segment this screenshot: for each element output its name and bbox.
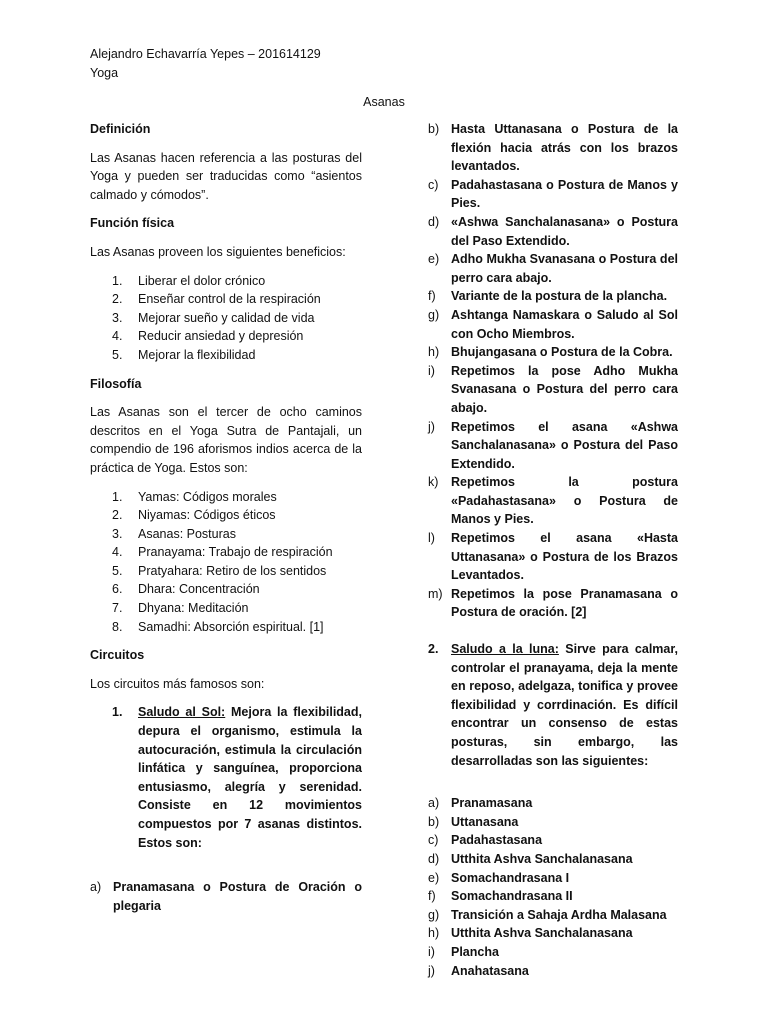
list-item: 6. Dhara: Concentración xyxy=(112,582,260,597)
sol-poses-list xyxy=(90,878,362,915)
list-item: c) Padahastasana xyxy=(428,833,543,848)
list-item: h) Bhujangasana o Postura de la Cobra. xyxy=(428,345,673,360)
author-line: Alejandro Echavarría Yepes – 201614129 xyxy=(90,47,321,61)
list-item: l) Repetimos el asana «Hasta Uttanasana» o Postura de los Brazos Levantados. xyxy=(428,531,678,583)
list-item: e) Somachandrasana I xyxy=(428,870,570,885)
page-title: Asanas xyxy=(363,95,405,109)
circuit-name: Saludo al Sol: xyxy=(138,705,226,720)
paths-list xyxy=(90,488,362,637)
course-line: Yoga xyxy=(90,65,119,80)
funcion-heading: Función física xyxy=(90,216,175,231)
list-item: g) Transición a Sahaja Ardha Malasana xyxy=(428,907,667,922)
circuit-description: Sirve para calmar, controlar el pranayama, deja la mente en reposo, adelgaza, tonifica y provee flexibilidad y corrdinación. Es difícil encontrar un consenso de estas posturas, sin embargo, las desarrolladas son las siguientes: xyxy=(451,642,678,768)
list-item: j) Anahatasana xyxy=(428,963,529,978)
list-item: m) Repetimos la pose Pranamasana o Postura de oración. [2] xyxy=(428,586,678,620)
document-header xyxy=(90,45,321,82)
list-item: d) «Ashwa Sanchalanasana» o Postura del Paso Extendido. xyxy=(428,214,678,248)
circuit-description: Mejora la flexibilidad, depura el organismo, estimula la autocuración, estimula la circulación linfática y sanguínea, proporciona entusiasmo, alegría y serenidad. Consiste en 12 movimientos compuestos por 7 asanas distintos. Estos son: xyxy=(138,705,362,850)
circuitos-heading: Circuitos xyxy=(90,648,145,663)
circuit-name: Saludo a la luna: xyxy=(451,642,559,657)
list-item: f) Variante de la postura de la plancha. xyxy=(428,289,668,304)
list-item: 3. Mejorar sueño y calidad de vida xyxy=(112,310,315,325)
list-item: c) Padahastasana o Postura de Manos y Pies. xyxy=(428,177,678,211)
list-item: 1. Liberar el dolor crónico xyxy=(112,273,266,288)
list-item: 4. Reducir ansiedad y depresión xyxy=(112,329,304,344)
list-item: 2. Enseñar control de la respiración xyxy=(112,292,321,307)
list-item: h) Utthita Ashva Sanchalanasana xyxy=(428,926,633,941)
list-item: e) Adho Mukha Svanasana o Postura del perro cara abajo. xyxy=(428,252,678,285)
list-item: 1. Yamas: Códigos morales xyxy=(112,489,277,504)
funcion-intro: Las Asanas proveen los siguientes beneficios: xyxy=(90,244,346,259)
sol-poses-list-continued xyxy=(428,120,678,622)
list-item: j) Repetimos el asana «Ashwa Sanchalanasana» o Postura del Paso Extendido. xyxy=(428,419,678,471)
list-item: b) Hasta Uttanasana o Postura de la flexión hacia atrás con los brazos levantados. xyxy=(428,122,678,174)
definicion-heading: Definición xyxy=(90,122,151,136)
left-column xyxy=(90,120,362,915)
list-item: 7. Dhyana: Meditación xyxy=(112,601,249,616)
list-item: f) Somachandrasana II xyxy=(428,889,573,904)
list-item: 3. Asanas: Posturas xyxy=(112,526,236,541)
list-item: 5. Mejorar la flexibilidad xyxy=(112,347,256,362)
list-item: b) Uttanasana xyxy=(428,814,519,829)
filosofia-text: Las Asanas son el tercer de ocho caminos descritos en el Yoga Sutra de Pantajali, un compendio de 196 aforismos indios acerca de la práctica de Yoga. Estos son: xyxy=(90,405,362,475)
list-item: g) Ashtanga Namaskara o Saludo al Sol con Ocho Miembros. xyxy=(428,307,678,341)
list-item: 8. Samadhi: Absorción espiritual. [1] xyxy=(112,619,324,634)
list-item: a) Pranamasana xyxy=(428,796,533,811)
circuit-saludo-luna: 2. Saludo a la luna: Sirve para calmar, controlar el pranayama, deja la mente en reposo, adelgaza, tonifica y provee flexibilidad y corrdinación. Es difícil encontrar un consenso de estas posturas, sin embargo, las desarrolladas son las siguientes: xyxy=(428,642,678,768)
list-item: i) Repetimos la pose Adho Mukha Svanasana o Postura del perro cara abajo. xyxy=(428,363,678,415)
list-item: 5. Pratyahara: Retiro de los sentidos xyxy=(112,563,327,578)
benefits-list xyxy=(90,272,362,365)
list-item: a) Pranamasana o Postura de Oración o plegaria xyxy=(90,880,362,913)
list-item: 4. Pranayama: Trabajo de respiración xyxy=(112,545,333,560)
list-item: 2. Niyamas: Códigos éticos xyxy=(112,508,276,523)
list-item: d) Utthita Ashva Sanchalanasana xyxy=(428,851,633,866)
luna-poses-list xyxy=(428,794,678,980)
list-item: k) Repetimos la postura «Padahastasana» o Postura de Manos y Pies. xyxy=(428,475,678,527)
circuitos-intro: Los circuitos más famosos son: xyxy=(90,676,265,691)
filosofia-heading: Filosofía xyxy=(90,376,142,391)
list-item: i) Plancha xyxy=(428,944,499,959)
definicion-text: Las Asanas hacen referencia a las posturas del Yoga y pueden ser traducidas como “asientos calmado y cómodos”. xyxy=(90,150,362,202)
right-column xyxy=(428,120,678,980)
circuit-saludo-sol: 1. Saludo al Sol: Mejora la flexibilidad, depura el organismo, estimula la autocuración, estimula la circulación linfática y sanguínea, proporciona entusiasmo, alegría y serenidad. Consiste en 12 movimientos compuestos por 7 asanas distintos. Estos son: xyxy=(112,705,362,850)
